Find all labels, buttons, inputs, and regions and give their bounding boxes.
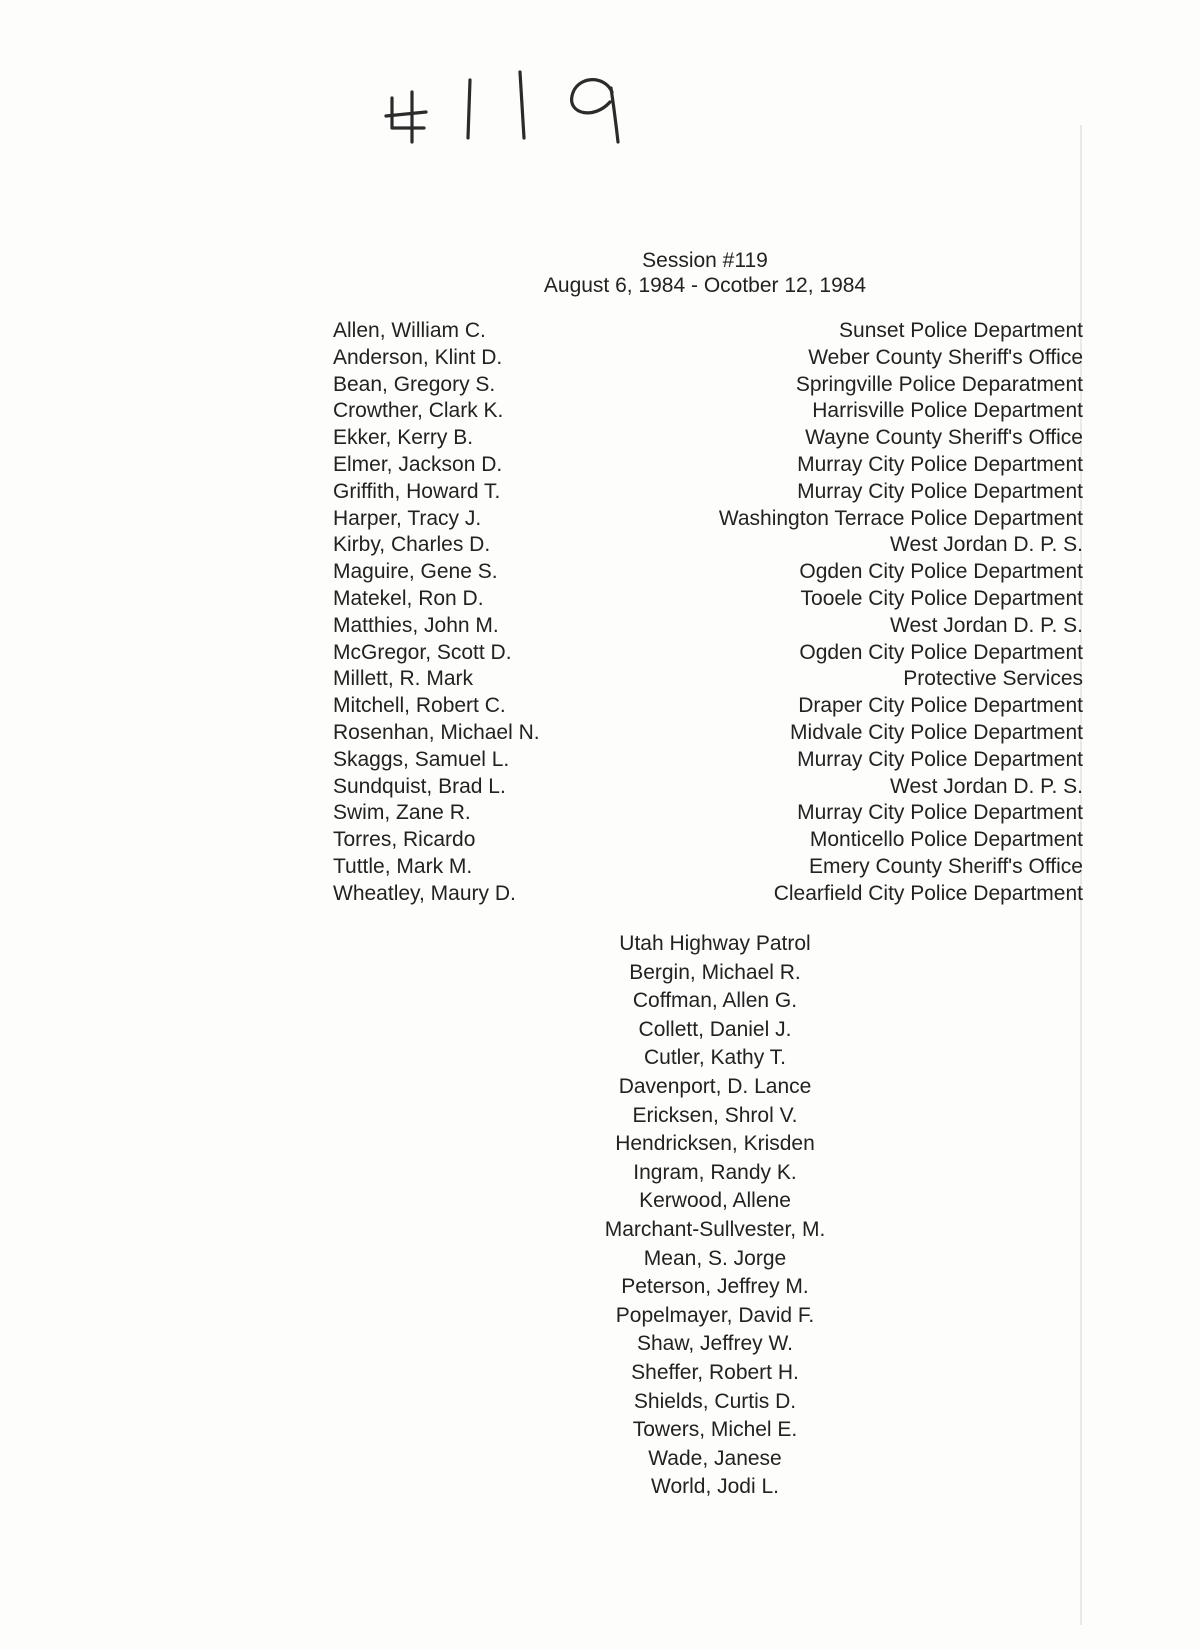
agency-name: West Jordan D. P. S.: [890, 533, 1083, 557]
uhp-officer-name: Kerwood, Allene: [639, 1189, 791, 1213]
roster-row: [333, 720, 1083, 747]
uhp-officer-name: Wade, Janese: [648, 1446, 782, 1470]
officer-name: Elmer, Jackson D.: [333, 452, 503, 476]
uhp-officer-name: Mean, S. Jorge: [643, 1246, 787, 1270]
roster-row: [333, 666, 1083, 693]
officer-name: Torres, Ricardo: [333, 828, 476, 852]
agency-name: Washington Terrace Police Department: [718, 506, 1083, 530]
officer-name: Tuttle, Mark M.: [333, 854, 473, 878]
roster-row: [333, 372, 1083, 399]
uhp-officer-name: Towers, Michel E.: [632, 1418, 798, 1442]
officer-name: Matthies, John M.: [333, 613, 499, 637]
agency-name: Emery County Sheriff's Office: [808, 854, 1083, 878]
agency-name: West Jordan D. P. S.: [890, 774, 1083, 798]
uhp-officer-name: Marchant-Sullvester, M.: [604, 1217, 826, 1241]
uhp-officer-name: Ingram, Randy K.: [633, 1160, 797, 1184]
roster-row: [333, 800, 1083, 827]
session-header: [500, 248, 910, 298]
agency-name: Murray City Police Department: [797, 747, 1083, 771]
roster-row: [333, 318, 1083, 345]
uhp-officer-name: Shaw, Jeffrey W.: [636, 1332, 793, 1356]
uhp-officer-name: Peterson, Jeffrey M.: [621, 1275, 809, 1299]
roster-row: [333, 586, 1083, 613]
roster-row: [333, 398, 1083, 425]
agency-name: Draper City Police Department: [798, 694, 1083, 718]
uhp-officer-name: Hendricksen, Krisden: [615, 1132, 815, 1156]
roster-row: [333, 479, 1083, 506]
officer-name: Millett, R. Mark: [333, 667, 474, 691]
agency-name: Clearfield City Police Department: [773, 881, 1083, 905]
utah-highway-patrol-list: [550, 930, 880, 1502]
agency-name: Midvale City Police Department: [790, 720, 1083, 744]
uhp-officer-name: Coffman, Allen G.: [632, 989, 798, 1013]
officer-name: Bean, Gregory S.: [333, 372, 496, 396]
officer-name: Mitchell, Robert C.: [333, 694, 506, 718]
agency-name: Tooele City Police Department: [800, 586, 1083, 610]
agency-name: Weber County Sheriff's Office: [808, 345, 1083, 369]
officer-name: Skaggs, Samuel L.: [333, 747, 510, 771]
officer-name: Anderson, Klint D.: [333, 345, 503, 369]
agency-name: Protective Services: [903, 667, 1083, 691]
officer-name: Crowther, Clark K.: [333, 399, 504, 423]
roster-row: [333, 854, 1083, 881]
roster-row: [333, 452, 1083, 479]
uhp-officer-name: Davenport, D. Lance: [618, 1074, 812, 1098]
agency-name: Ogden City Police Department: [799, 640, 1083, 664]
officer-name: Ekker, Kerry B.: [333, 426, 474, 450]
roster-list: [333, 318, 1083, 908]
agency-name: Murray City Police Department: [797, 452, 1083, 476]
officer-name: Matekel, Ron D.: [333, 586, 484, 610]
uhp-officer-name: Popelmayer, David F.: [615, 1303, 815, 1327]
session-dates: August 6, 1984 - Ocotber 12, 1984: [543, 274, 867, 297]
agency-name: Murray City Police Department: [797, 801, 1083, 825]
roster-row: [333, 747, 1083, 774]
officer-name: Rosenhan, Michael N.: [333, 720, 540, 744]
agency-name: Murray City Police Department: [797, 479, 1083, 503]
roster-row: [333, 425, 1083, 452]
agency-name: West Jordan D. P. S.: [890, 613, 1083, 637]
officer-name: Harper, Tracy J.: [333, 506, 482, 530]
agency-name: Ogden City Police Department: [799, 560, 1083, 584]
officer-name: Wheatley, Maury D.: [333, 881, 516, 905]
roster-row: [333, 827, 1083, 854]
uhp-officer-name: Shields, Curtis D.: [633, 1389, 797, 1413]
roster-row: [333, 774, 1083, 801]
roster-row: [333, 881, 1083, 908]
roster-row: [333, 506, 1083, 533]
roster-row: [333, 640, 1083, 667]
officer-name: Sundquist, Brad L.: [333, 774, 506, 798]
agency-name: Sunset Police Department: [839, 319, 1083, 342]
uhp-officer-name: World, Jodi L.: [651, 1475, 779, 1499]
officer-name: Allen, William C.: [333, 319, 486, 342]
agency-name: Wayne County Sheriff's Office: [805, 426, 1083, 450]
officer-name: Swim, Zane R.: [333, 801, 471, 825]
agency-name: Monticello Police Department: [809, 828, 1083, 852]
roster-row: [333, 559, 1083, 586]
officer-name: McGregor, Scott D.: [333, 640, 512, 664]
roster-row: [333, 345, 1083, 372]
uhp-officer-name: Ericksen, Shrol V.: [632, 1103, 798, 1127]
roster-row: [333, 693, 1083, 720]
officer-name: Griffith, Howard T.: [333, 479, 501, 503]
session-title: Session #119: [642, 249, 768, 272]
uhp-officer-name: Bergin, Michael R.: [629, 960, 801, 984]
handwritten-session-number: [380, 50, 680, 150]
roster-row: [333, 613, 1083, 640]
agency-name: Harrisville Police Department: [812, 399, 1083, 423]
uhp-officer-name: Collett, Daniel J.: [638, 1017, 792, 1041]
roster-row: [333, 532, 1083, 559]
uhp-officer-name: Cutler, Kathy T.: [643, 1046, 787, 1070]
uhp-title: Utah Highway Patrol: [619, 932, 811, 955]
officer-name: Maguire, Gene S.: [333, 560, 498, 584]
uhp-officer-name: Sheffer, Robert H.: [631, 1360, 799, 1384]
agency-name: Springville Police Deparatment: [795, 372, 1083, 396]
officer-name: Kirby, Charles D.: [333, 533, 491, 557]
